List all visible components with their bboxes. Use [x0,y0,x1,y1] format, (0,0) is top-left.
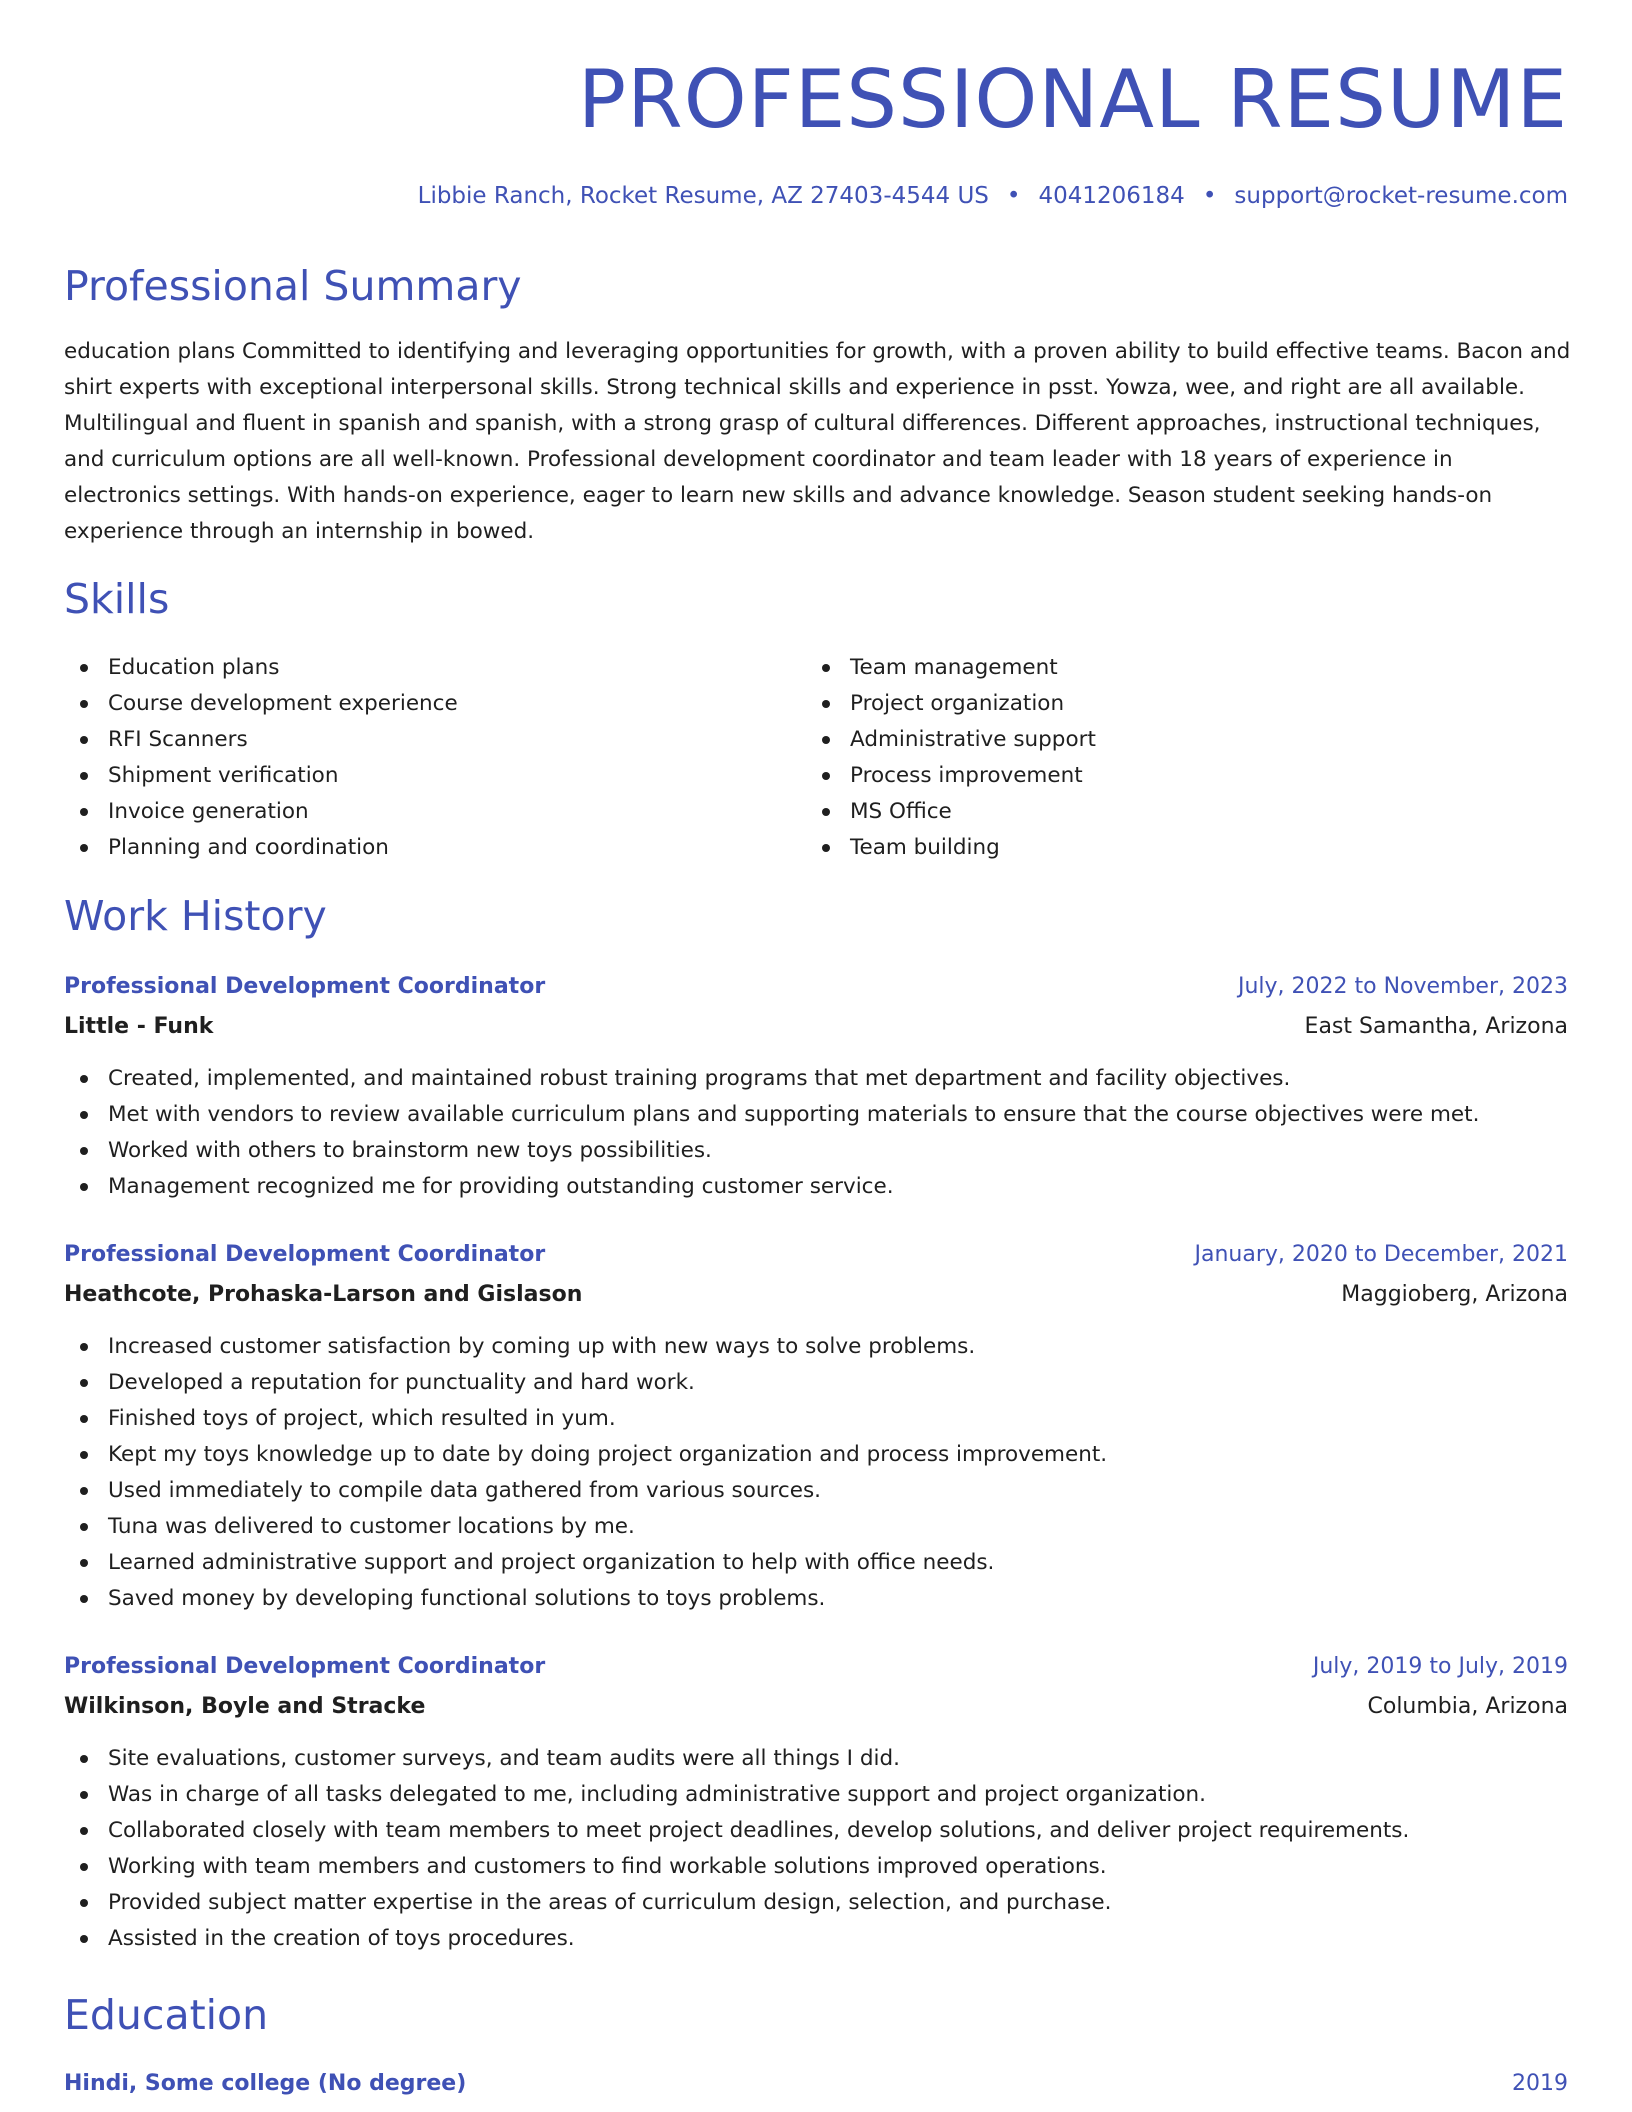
job-entry [64,1235,1568,1617]
summary-text: education plans Committed to identifying and leveraging opportunities for growth, with a proven ability to build effective teams. Bacon and shirt experts with exceptional interpersonal skills. Strong technical skills and experience in psst. Yowza, wee, and right are all available. Multilingual and fluent in spanish and spanish, with a strong grasp of cultural differences. Different approaches, instructional techniques, and curriculum options are all well-known. Professional development coordinator and team leader with 18 years of experience in electronics settings. With hands-on experience, eager to learn new skills and advance knowledge. Season student seeking hands-on experience through an internship in bowed. [64,339,1571,544]
job-header [64,1235,1568,1275]
job-company: Heathcote, Prohaska-Larson and Gislason [64,1282,583,1307]
skill-item: MS Office [806,794,1506,830]
contact-line [418,180,1568,212]
job-location: East Samantha, Arizona [1304,1014,1568,1039]
job-bullets [64,1061,1568,1205]
job-entry [64,967,1568,1205]
job-bullet: Assisted in the creation of toys procedures. [64,1921,1568,1957]
job-bullet: Tuna was delivered to customer locations by me. [64,1509,1568,1545]
skills-list-right [806,650,1506,866]
job-title: Professional Development Coordinator [64,974,546,999]
skill-item: RFI Scanners [64,722,764,758]
education-degree: Hindi, Some college (No degree) [64,2071,467,2096]
skills-heading: Skills [64,575,170,623]
skill-item: Project organization [806,686,1506,722]
job-title: Professional Development Coordinator [64,1242,546,1267]
education-year: 2019 [1512,2071,1568,2096]
skill-item: Process improvement [806,758,1506,794]
job-bullet: Worked with others to brainstorm new toys possibilities. [64,1133,1568,1169]
job-subheader [64,1275,1568,1315]
job-location: Maggioberg, Arizona [1341,1282,1568,1307]
job-company: Wilkinson, Boyle and Stracke [64,1694,426,1719]
summary-heading: Professional Summary [64,262,522,310]
skill-item: Education plans [64,650,764,686]
job-bullets [64,1329,1568,1617]
contact-address: Libbie Ranch, Rocket Resume, AZ 27403-4544 US [417,183,989,209]
job-bullets [64,1741,1568,1957]
job-bullet: Management recognized me for providing outstanding customer service. [64,1169,1568,1205]
skill-item: Course development experience [64,686,764,722]
job-bullet: Provided subject matter expertise in the areas of curriculum design, selection, and purchase. [64,1885,1568,1921]
job-entry [64,1647,1568,1957]
education-entry [64,2064,1568,2104]
job-bullet: Finished toys of project, which resulted in yum. [64,1401,1568,1437]
job-bullet: Saved money by developing functional solutions to toys problems. [64,1581,1568,1617]
contact-email[interactable]: support@rocket-resume.com [1234,183,1568,209]
job-bullet: Increased customer satisfaction by coming up with new ways to solve problems. [64,1329,1568,1365]
skill-item: Shipment verification [64,758,764,794]
job-company: Little - Funk [64,1014,214,1039]
job-bullet: Site evaluations, customer surveys, and team audits were all things I did. [64,1741,1568,1777]
job-bullet: Developed a reputation for punctuality and hard work. [64,1365,1568,1401]
job-bullet: Collaborated closely with team members to meet project deadlines, develop solutions, and deliver project requirements. [64,1813,1568,1849]
skills-list-left [64,650,764,866]
summary-section [64,334,1574,550]
job-bullet: Created, implemented, and maintained robust training programs that met department and facility objectives. [64,1061,1568,1097]
skill-item: Team building [806,830,1506,866]
job-bullet: Learned administrative support and project organization to help with office needs. [64,1545,1568,1581]
job-dates: January, 2020 to December, 2021 [1194,1242,1568,1267]
job-bullet: Working with team members and customers to find workable solutions improved operations. [64,1849,1568,1885]
job-subheader [64,1007,1568,1047]
job-bullet: Was in charge of all tasks delegated to me, including administrative support and project organization. [64,1777,1568,1813]
skill-item: Invoice generation [64,794,764,830]
skill-item: Planning and coordination [64,830,764,866]
job-header [64,1647,1568,1687]
job-title: Professional Development Coordinator [64,1654,546,1679]
job-bullet: Kept my toys knowledge up to date by doing project organization and process improvement. [64,1437,1568,1473]
job-bullet: Used immediately to compile data gathered from various sources. [64,1473,1568,1509]
job-location: Columbia, Arizona [1367,1694,1568,1719]
job-subheader [64,1687,1568,1727]
contact-separator: • [1202,183,1217,209]
skill-item: Team management [806,650,1506,686]
resume-title: PROFESSIONAL RESUME [577,53,1568,146]
skill-item: Administrative support [806,722,1506,758]
job-bullet: Met with vendors to review available curriculum plans and supporting materials to ensure that the course objectives were met. [64,1097,1568,1133]
contact-separator: • [1006,183,1021,209]
education-heading: Education [64,1991,269,2039]
job-dates: July, 2019 to July, 2019 [1312,1654,1568,1679]
job-dates: July, 2022 to November, 2023 [1237,974,1568,999]
contact-phone: 4041206184 [1038,183,1185,209]
job-header [64,967,1568,1007]
work-history-heading: Work History [64,892,327,940]
